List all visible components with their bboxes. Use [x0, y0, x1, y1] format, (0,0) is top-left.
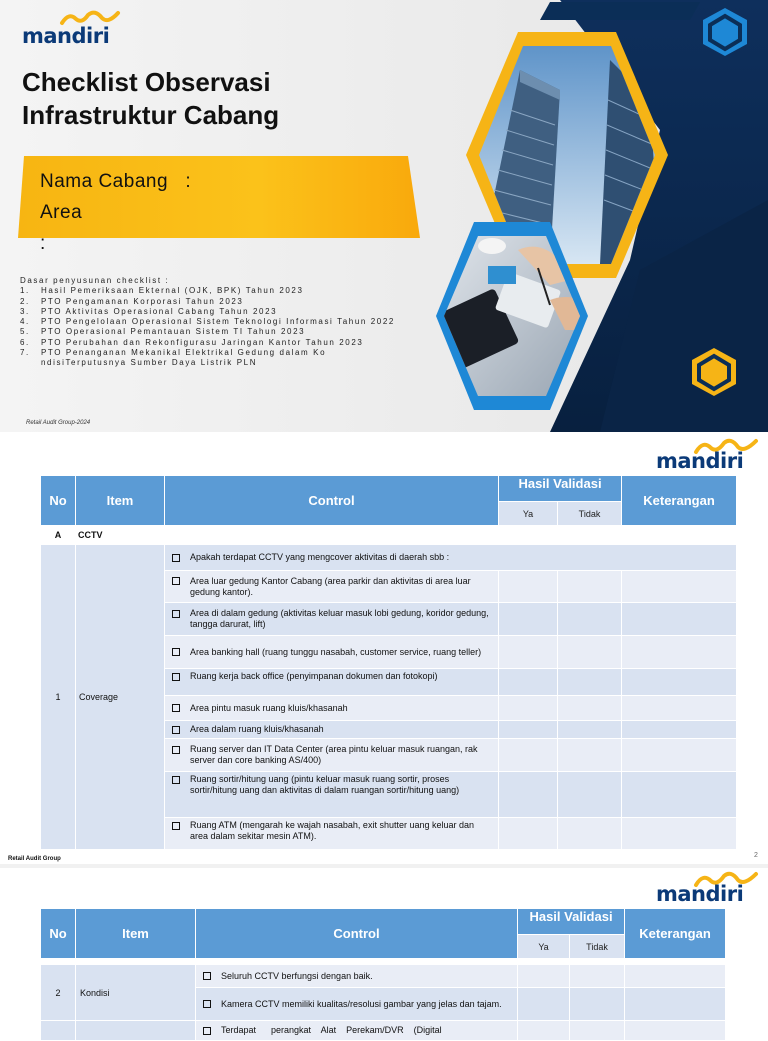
cover-artwork	[400, 0, 768, 432]
tidak-cell[interactable]	[570, 1021, 625, 1041]
logo-wordmark: mandiri	[656, 449, 744, 473]
keterangan-cell[interactable]	[622, 636, 737, 669]
logo-wordmark: mandiri	[22, 24, 110, 48]
mandiri-logo	[22, 10, 122, 48]
header-ya: Ya	[499, 502, 558, 526]
list-item: 3. PTO Aktivitas Operasional Cabang Tahun 2023	[20, 306, 278, 316]
header-no: No	[41, 476, 76, 526]
list-item: 5. PTO Operasional Pemantauan Sistem TI Tahun 2023	[20, 327, 306, 337]
checkbox[interactable]	[172, 554, 180, 562]
control-text: Apakah terdapat CCTV yang mengcover aktivitas di daerah sbb :	[190, 552, 450, 562]
ya-cell[interactable]	[499, 669, 558, 696]
field-area: Area	[40, 202, 83, 223]
header-no: No	[41, 909, 76, 959]
checkbox[interactable]	[203, 1027, 211, 1035]
checkbox[interactable]	[172, 704, 180, 712]
header-keterangan: Keterangan	[625, 909, 726, 959]
header-control: Control	[196, 909, 518, 959]
control-cell	[196, 1021, 518, 1041]
tidak-cell[interactable]	[558, 669, 622, 696]
header-keterangan: Keterangan	[622, 476, 737, 526]
reference-list	[20, 276, 400, 369]
checklist-table	[40, 475, 737, 850]
list-item: 7. PTO Penanganan Mekanikal Elektrikal Gedung dalam Ko ndisiTerputusnya Sumber Daya Listrik PLN	[20, 348, 327, 368]
keterangan-cell[interactable]	[625, 965, 726, 988]
keterangan-cell[interactable]	[622, 818, 737, 850]
mandiri-logo	[656, 871, 760, 906]
list-item: 4. PTO Pengelolaan Operasional Sistem Teknologi Informasi Tahun 2022	[20, 317, 395, 327]
control-text: Seluruh CCTV berfungsi dengan baik.	[221, 970, 373, 981]
keterangan-cell[interactable]	[622, 696, 737, 721]
list-item: 2. PTO Pengamanan Korporasi Tahun 2023	[20, 296, 244, 306]
mandiri-logo	[656, 438, 760, 473]
checkbox[interactable]	[172, 746, 180, 754]
checkbox[interactable]	[203, 972, 211, 980]
cover-slide	[0, 0, 768, 432]
keterangan-cell[interactable]	[622, 772, 737, 818]
cover-footer: Retail Audit Group-2024	[26, 420, 91, 426]
section-name: CCTV	[76, 526, 737, 545]
control-text: Ruang server dan IT Data Center (area pintu keluar masuk ruangan, rak server dan core banking AS/400)	[190, 744, 478, 765]
control-cell	[165, 636, 499, 669]
header-control: Control	[165, 476, 499, 526]
ya-cell[interactable]	[518, 965, 570, 988]
field-nama-cabang: Nama Cabang :	[40, 171, 192, 192]
control-text: Kamera CCTV memiliki kualitas/resolusi gambar yang jelas dan tajam.	[221, 998, 502, 1009]
header-tidak: Tidak	[558, 502, 622, 526]
control-text: Ruang ATM (mengarah ke wajah nasabah, exit shutter uang keluar dan area dalam sekitar mesin ATM).	[190, 820, 475, 841]
tidak-cell[interactable]	[558, 772, 622, 818]
keterangan-cell[interactable]	[622, 669, 737, 696]
list-item: 6. PTO Perubahan dan Rekonfigurasu Jaringan Kantor Tahun 2023	[20, 337, 364, 347]
row-number: 2	[41, 965, 76, 1021]
tidak-cell[interactable]	[558, 603, 622, 636]
ya-cell[interactable]	[499, 571, 558, 603]
section-letter: A	[41, 526, 76, 545]
tidak-cell[interactable]	[570, 965, 625, 988]
control-cell	[165, 818, 499, 850]
checkbox[interactable]	[172, 776, 180, 784]
keterangan-cell[interactable]	[625, 1021, 726, 1041]
control-text: Area banking hall (ruang tunggu nasabah, customer service, ruang teller)	[190, 646, 482, 657]
tidak-cell[interactable]	[558, 696, 622, 721]
control-cell	[165, 545, 737, 571]
tidak-cell[interactable]	[558, 571, 622, 603]
checkbox[interactable]	[172, 726, 180, 734]
control-cell	[165, 739, 499, 772]
control-cell	[165, 772, 499, 818]
ya-cell[interactable]	[499, 696, 558, 721]
keterangan-cell[interactable]	[625, 988, 726, 1021]
ya-cell[interactable]	[499, 818, 558, 850]
control-cell	[165, 696, 499, 721]
control-cell	[165, 603, 499, 636]
control-text: Area dalam ruang kluis/khasanah	[190, 724, 324, 734]
checkbox[interactable]	[172, 577, 180, 585]
cover-title	[22, 66, 352, 132]
tidak-cell[interactable]	[570, 988, 625, 1021]
row-item: Coverage	[76, 545, 165, 850]
control-cell	[165, 571, 499, 603]
list-item: 1. Hasil Pemeriksaan Ekternal (OJK, BPK) Tahun 2023	[20, 286, 304, 296]
ya-cell[interactable]	[499, 739, 558, 772]
checkbox[interactable]	[172, 822, 180, 830]
slide-divider	[0, 864, 768, 868]
tidak-cell[interactable]	[558, 818, 622, 850]
row-number: 1	[41, 545, 76, 850]
control-text: Ruang sortir/hitung uang (pintu keluar masuk ruang sortir, proses sortir/hitung uang dan aktivitas di dalam ruangan sortir/hitung uang)	[190, 774, 460, 795]
tidak-cell[interactable]	[558, 721, 622, 739]
control-text: Terdapat perangkat Alat Perekam/DVR (Digital	[221, 1025, 442, 1035]
title-line-1: Checklist Observasi	[22, 67, 271, 97]
header-hasil-validasi: Hasil Validasi	[499, 476, 622, 502]
checklist-table-continued	[40, 908, 726, 1041]
keterangan-cell[interactable]	[622, 739, 737, 772]
header-item: Item	[76, 909, 196, 959]
control-text: Ruang kerja back office (penyimpanan dokumen dan fotokopi)	[190, 671, 438, 681]
title-line-2: Infrastruktur Cabang	[22, 100, 280, 130]
checkbox[interactable]	[172, 673, 180, 681]
slide-footer: Retail Audit Group	[8, 856, 61, 862]
control-text: Area luar gedung Kantor Cabang (area parkir dan aktivitas di area luar gedung kantor).	[190, 575, 471, 597]
ya-cell[interactable]	[499, 603, 558, 636]
header-tidak: Tidak	[570, 935, 625, 959]
branch-fields	[40, 166, 191, 259]
ya-cell[interactable]	[518, 1021, 570, 1041]
keterangan-cell[interactable]	[622, 721, 737, 739]
tidak-cell[interactable]	[558, 739, 622, 772]
ya-cell[interactable]	[499, 721, 558, 739]
header-ya: Ya	[518, 935, 570, 959]
header-item: Item	[76, 476, 165, 526]
row-item: Kondisi	[76, 965, 196, 1021]
tidak-cell[interactable]	[558, 636, 622, 669]
logo-wordmark: mandiri	[656, 882, 744, 906]
ya-cell[interactable]	[518, 988, 570, 1021]
field-area-colon: :	[40, 233, 46, 254]
checkbox[interactable]	[172, 648, 180, 656]
ya-cell[interactable]	[499, 772, 558, 818]
ya-cell[interactable]	[499, 636, 558, 669]
reference-list-intro: Dasar penyusunan checklist :	[20, 276, 170, 285]
control-text: Area pintu masuk ruang kluis/khasanah	[190, 702, 348, 713]
keterangan-cell[interactable]	[622, 571, 737, 603]
control-cell	[196, 988, 518, 1021]
control-cell	[165, 721, 499, 739]
checkbox[interactable]	[172, 610, 180, 618]
keterangan-cell[interactable]	[622, 603, 737, 636]
checkbox[interactable]	[203, 1000, 211, 1008]
page-number: 2	[754, 852, 758, 859]
control-cell	[196, 965, 518, 988]
header-hasil-validasi: Hasil Validasi	[518, 909, 625, 935]
control-text: Area di dalam gedung (aktivitas keluar masuk lobi gedung, koridor gedung, tangga darurat, lift)	[190, 608, 489, 629]
control-cell	[165, 669, 499, 696]
